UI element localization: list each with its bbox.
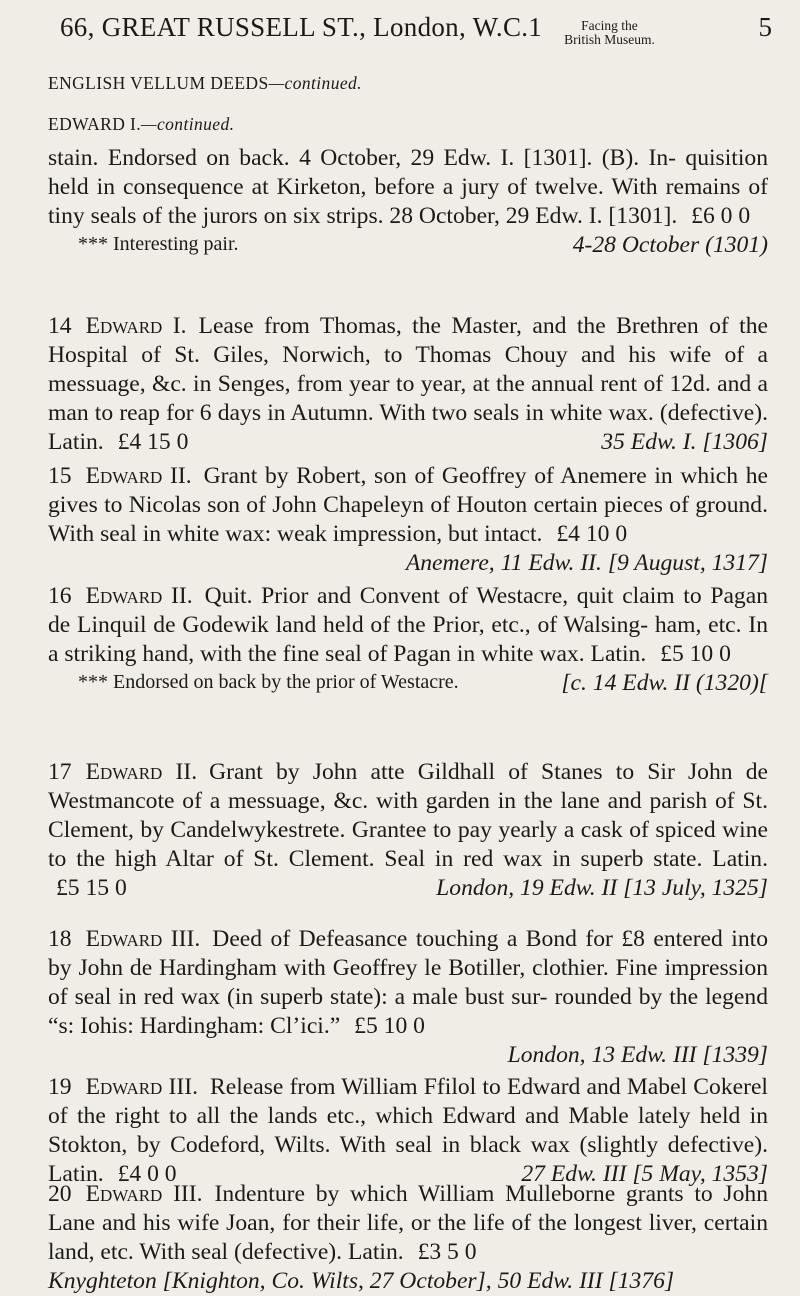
entry-date: 4-28 October (1301): [572, 232, 768, 258]
entry-text: Indenture by which William Mulleborne grants to John Lane and his wife Joan, for their life, or the life of the longest liver, certain land, etc. With seal (defective). Latin.: [48, 1181, 768, 1265]
entry-reign: Edward III.: [85, 1074, 199, 1100]
entry-reign: Edward II.: [85, 583, 193, 609]
catalogue-entry: [48, 1073, 768, 1189]
entry-date: 35 Edw. I. [1306]: [601, 429, 768, 455]
catalogue-entry: [48, 758, 768, 903]
section-heading-text: ENGLISH VELLUM DEEDS: [48, 73, 269, 93]
entry-text: Lease from Thomas, the Master, and the Brethren of the Hospital of St. Giles, Norwich, to Thomas Chouy and his wife of a messuage, &c. in Senges, from year to year, at the annual rent of 12d. and a man to reap for 6 days in Autumn. With two seals in white wax. (defective). Latin.: [48, 313, 768, 455]
header-facing-note: [564, 19, 655, 47]
entry-date: [c. 14 Edw. II (1320)[: [561, 670, 768, 696]
section-heading-suffix: —continued.: [268, 73, 362, 93]
entry-text: Deed of Defeasance touching a Bond for £8 entered into by John de Hardingham with Geoffrey le Botiller, clothier. Fine impression of seal in red wax (in superb state): a male bust sur- rounded by the legend “s: Iohis: Hardingham: Cl’ici.”: [48, 926, 768, 1039]
subsection-heading-text: EDWARD I.: [48, 114, 142, 134]
catalogue-entry: [48, 925, 768, 1070]
catalogue-entry: [48, 312, 768, 457]
entry-price: £6 0 0: [691, 203, 751, 229]
entry-price: £5 10 0: [354, 1013, 425, 1039]
catalogue-entry: [48, 1180, 768, 1296]
entry-text: stain. Endorsed on back. 4 October, 29 Edw. I. [1301]. (B). In- quisition held in consequence at Kirketon, before a jury of twelve. With remains of tiny seals of the jurors on six strips. 28 October, 29 Edw. I. [1301].: [48, 145, 768, 229]
entry-date: 27 Edw. III [5 May, 1353]: [521, 1161, 768, 1187]
entry-reign: Edward II.: [85, 759, 198, 785]
entry-price: £5 15 0: [56, 875, 127, 901]
entry-reign: Edward III.: [85, 1181, 203, 1207]
entry-text: Grant by Robert, son of Geoffrey of Anemere in which he gives to Nicolas son of John Chapeleyn of Houton certain pieces of ground. With seal in white wax: weak impression, but intact.: [48, 463, 768, 547]
entry-price: £5 10 0: [660, 641, 731, 667]
entry-text: Release from William Ffilol to Edward and Mabel Cokerel of the right to all the lands etc., which Edward and Mable lately held in Stokton, by Codeford, Wilts. With seal in black wax (slightly defective). Latin.: [48, 1074, 768, 1187]
header-address: 66, GREAT RUSSELL ST., London, W.C.1: [60, 12, 543, 42]
entry-number: 17: [48, 759, 72, 785]
entry-number: 15: [48, 463, 72, 489]
entry-price: £3 5 0: [417, 1239, 477, 1265]
catalogue-entry: [48, 462, 768, 578]
entry-price: £4 0 0: [117, 1161, 177, 1187]
entry-text: Grant by John atte Gildhall of Stanes to Sir John de Westmancote of a messuage, &c. with garden in the lane and parish of St. Clement, by Candelwykestrete. Grantee to pay yearly a cask of spiced wine to the high Altar of St. Clement. Seal in red wax in superb state. Latin.: [48, 759, 768, 872]
entry-date: Knyghteton [Knighton, Co. Wilts, 27 October], 50 Edw. III [1376]: [48, 1268, 675, 1294]
entry-note: *** Endorsed on back by the prior of Westacre.: [78, 671, 459, 693]
subsection-heading-suffix: —continued.: [141, 114, 235, 134]
subsection-heading: [48, 114, 234, 135]
entry-note: *** Interesting pair.: [78, 233, 239, 255]
entry-number: 16: [48, 583, 72, 609]
entry-number: 14: [48, 313, 72, 339]
page-number: 5: [758, 12, 772, 42]
entry-reign: Edward II.: [85, 463, 192, 489]
facing-line-1: Facing the: [581, 18, 638, 33]
entry-price: £4 10 0: [556, 521, 628, 547]
entry-number: 20: [48, 1181, 72, 1207]
page-header: [60, 12, 772, 46]
section-heading: [48, 73, 362, 94]
entry-price: £4 15 0: [117, 429, 189, 455]
catalogue-entry: [48, 144, 768, 260]
entry-number: 19: [48, 1074, 72, 1100]
entry-reign: Edward I.: [85, 313, 187, 339]
entry-number: 18: [48, 926, 72, 952]
entry-date: London, 13 Edw. III [1339]: [507, 1042, 768, 1068]
entry-reign: Edward III.: [85, 926, 201, 952]
entry-date: Anemere, 11 Edw. II. [9 August, 1317]: [405, 550, 768, 576]
entry-date: London, 19 Edw. II [13 July, 1325]: [436, 875, 768, 901]
facing-line-2: British Museum.: [564, 32, 655, 47]
entry-text: Quit. Prior and Convent of Westacre, quit claim to Pagan de Linquil de Godewik land held of the Prior, etc., of Walsing- ham, etc. In a striking hand, with the fine seal of Pagan in white wax. Latin.: [48, 583, 768, 667]
catalogue-entry: [48, 582, 768, 698]
